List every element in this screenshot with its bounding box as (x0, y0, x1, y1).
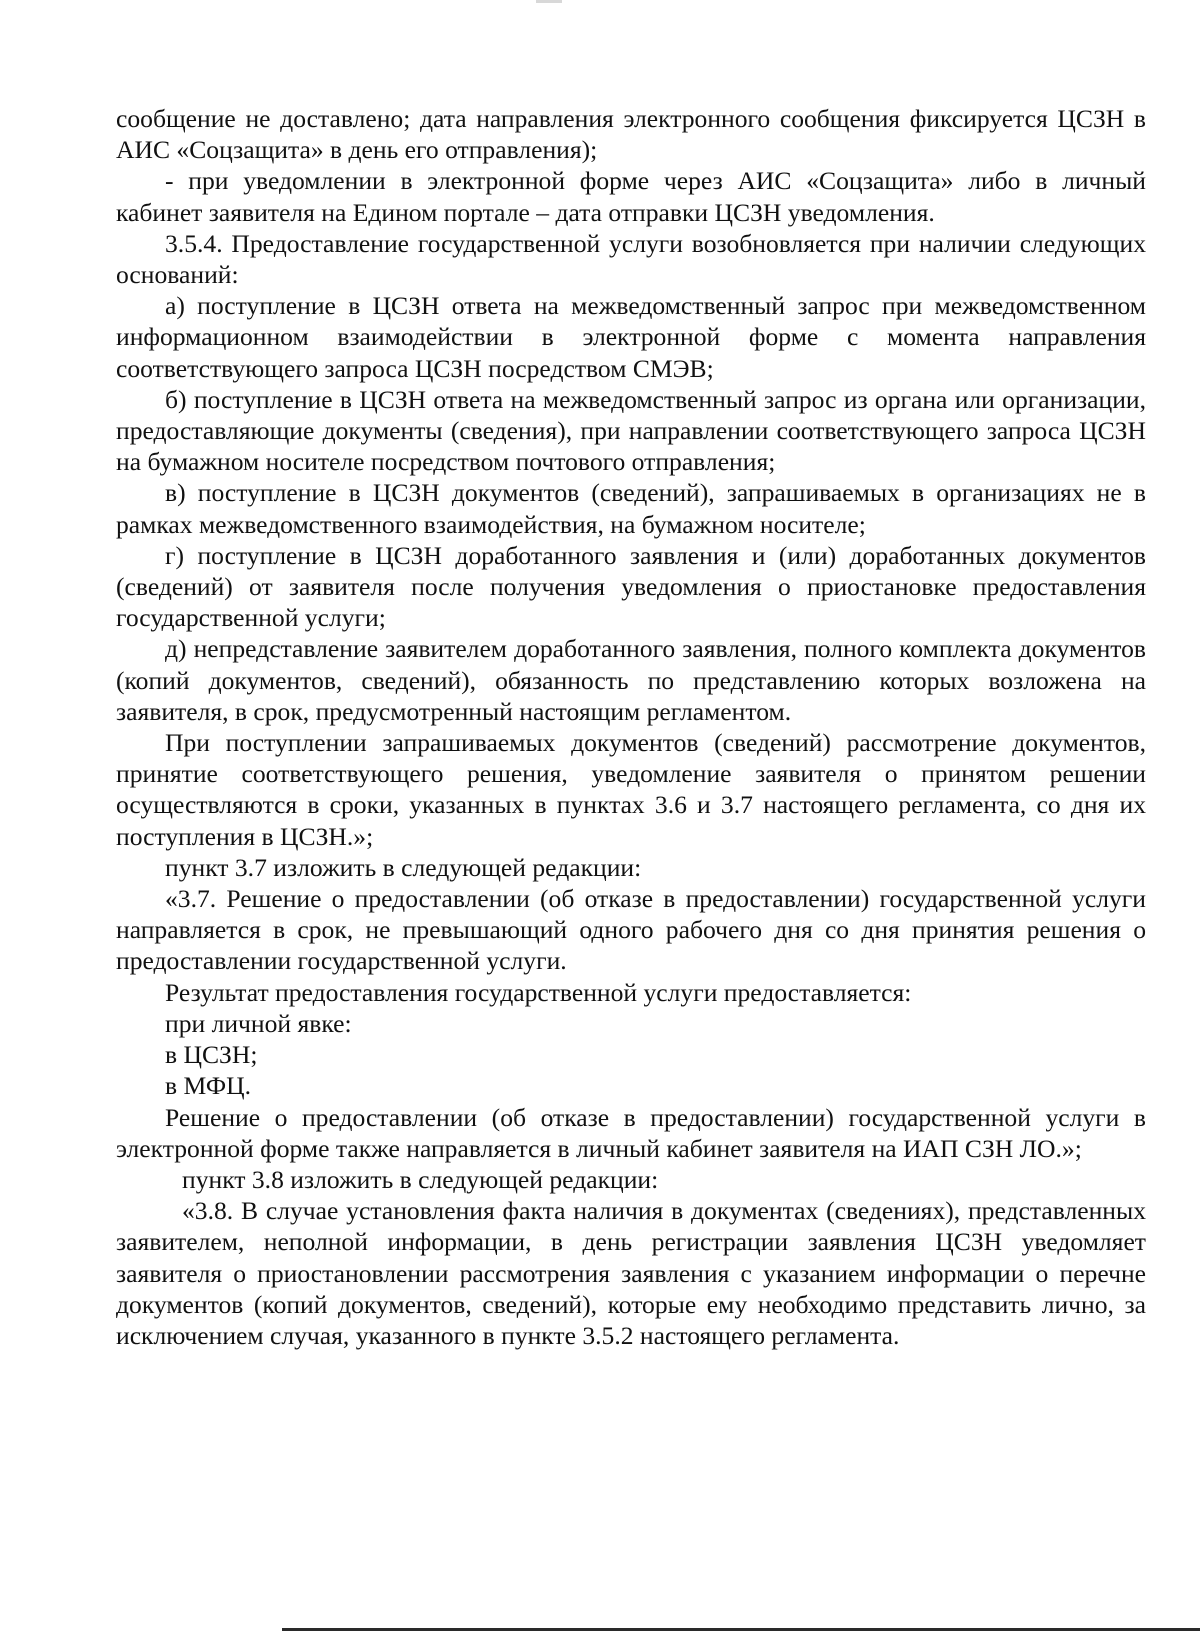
paragraph-personal-visit: при личной явке: (165, 1008, 352, 1038)
paragraph-3-8: «3.8. В случае установления факта наличия в документах (сведениях), представленных заявителем, неполной информации, в день регистрации заявления ЦСЗН уведомляет заявителя о приостановлении рассмотрения заявления с указанием информации о перечне документов (копий документов, сведений), которые ему необходимо представить лично, за исключением случая, указанного в пункте 3.5.2 настоящего регламента. (116, 1196, 1146, 1350)
paragraph-electronic-notice: - при уведомлении в электронной форме через АИС «Соцзащита» либо в личный кабинет заявителя на Едином портале – дата отправки ЦСЗН уведомления. (116, 166, 1146, 227)
paragraph-item-g: г) поступление в ЦСЗН доработанного заявления и (или) доработанных документов (сведений) от заявителя после получения уведомления о приостановке предоставления государственной услуги; (116, 540, 1146, 633)
paragraph-item-d: д) непредставление заявителем доработанного заявления, полного комплекта документов (копий документов, сведений), обязанность по представлению которых возложена на заявителя, в срок, предусмотренный настоящим регламентом. (116, 634, 1146, 726)
paragraph-item-b: б) поступление в ЦСЗН ответа на межведомственный запрос из органа или организации, предоставляющие документы (сведения), при направлении соответствующего запроса ЦСЗН на бумажном носителе посредством почтового отправления; (116, 384, 1146, 477)
paragraph-item-a: а) поступление в ЦСЗН ответа на межведомственный запрос при межведомственном информационном взаимодействии в электронной форме с момента направления соответствующего запроса ЦСЗН посредством СМЭВ; (116, 291, 1146, 383)
paragraph-electronic-decision: Решение о предоставлении (об отказе в предоставлении) государственной услуги в электронной форме также направляется в личный кабинет заявителя на ИАП СЗН ЛО.»; (116, 1102, 1146, 1163)
paragraph-3-5-4: 3.5.4. Предоставление государственной услуги возобновляется при наличии следующих оснований: (116, 228, 1146, 290)
paragraph-cszn: в ЦСЗН; (165, 1040, 258, 1070)
paragraph-amend-3-7: пункт 3.7 изложить в следующей редакции: (165, 852, 642, 882)
paragraph-mfc: в МФЦ. (165, 1071, 252, 1101)
paragraph-continuation: сообщение не доставлено; дата направления электронного сообщения фиксируется ЦСЗН в АИС «Соцзащита» в день его отправления); (116, 104, 1146, 165)
paragraph-result: Результат предоставления государственной услуги предоставляется: (165, 977, 912, 1007)
paragraph-3-7: «3.7. Решение о предоставлении (об отказе в предоставлении) государственной услуги направляется в срок, не превышающий одного рабочего дня со дня принятия решения о предоставлении государственной услуги. (116, 884, 1146, 976)
paragraph-item-v: в) поступление в ЦСЗН документов (сведений), запрашиваемых в организациях не в рамках межведомственного взаимодействия, на бумажном носителе; (116, 478, 1146, 539)
document-body (116, 103, 1146, 1351)
paragraph-receipt-terms: При поступлении запрашиваемых документов (сведений) рассмотрение документов, принятие соответствующего решения, уведомление заявителя о принятом решении осуществляются в сроки, указанных в пунктах 3.6 и 3.7 настоящего регламента, со дня их поступления в ЦСЗН.»; (116, 728, 1146, 851)
scan-mark (536, 0, 562, 3)
paragraph-amend-3-8: пункт 3.8 изложить в следующей редакции: (182, 1164, 659, 1194)
scan-bottom-edge (282, 1628, 1200, 1631)
